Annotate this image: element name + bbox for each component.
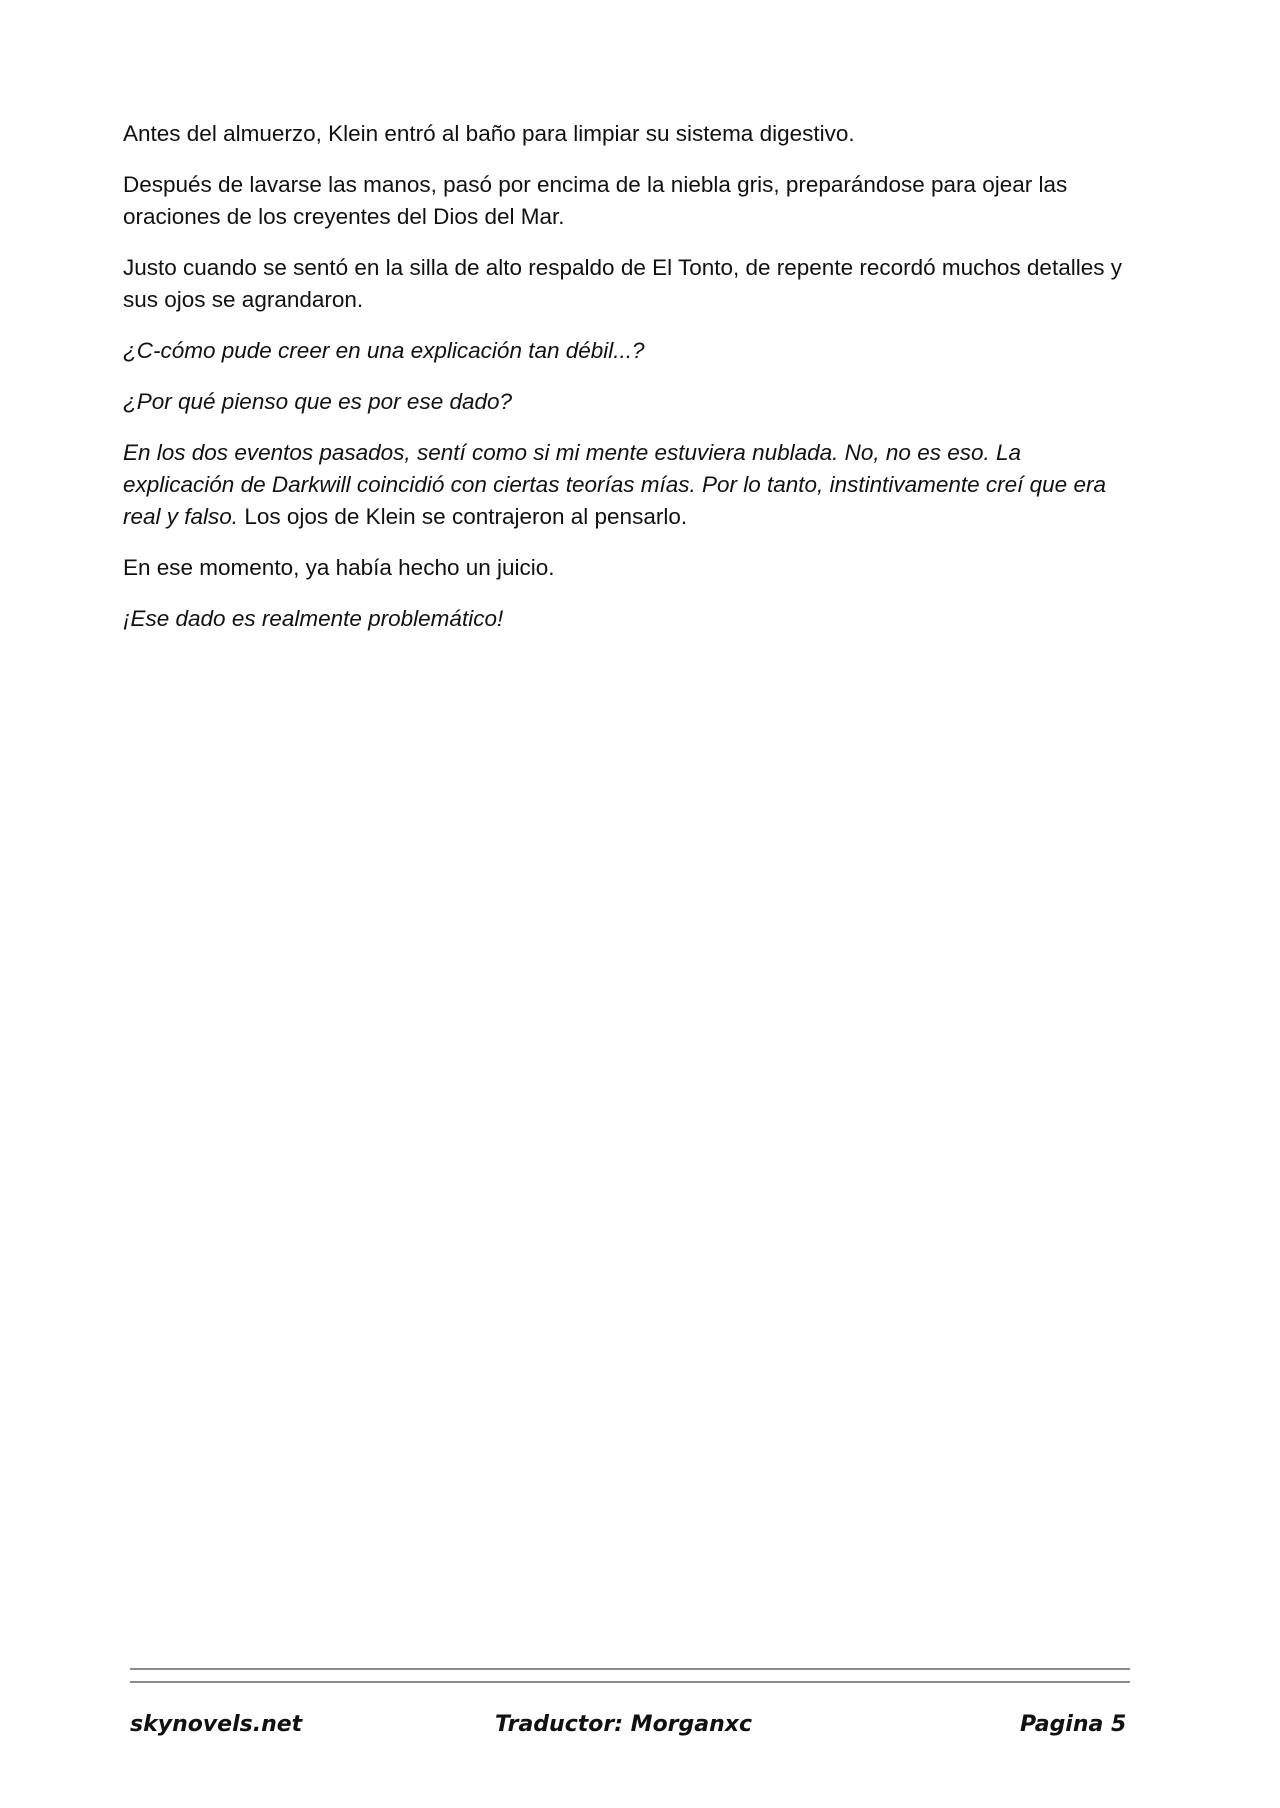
paragraph-4	[123, 335, 1133, 367]
paragraph-text: Después de lavarse las manos, pasó por encima de la niebla gris, preparándose para ojear las oraciones de los creyentes del Dios del Mar.	[123, 172, 1068, 229]
footer-divider-top	[130, 1668, 1130, 1670]
page-footer	[0, 1712, 1280, 1752]
paragraph-7	[123, 552, 1133, 584]
paragraph-3	[123, 252, 1133, 316]
paragraph-8	[123, 603, 1133, 635]
footer-translator: Traductor: Morganxc	[495, 1712, 753, 1737]
paragraph-text: En ese momento, ya había hecho un juicio.	[123, 555, 555, 580]
paragraph-text-italic: ¿C-cómo pude creer en una explicación tan débil...?	[123, 338, 645, 363]
paragraph-text: Justo cuando se sentó en la silla de alto respaldo de El Tonto, de repente recordó muchos detalles y sus ojos se agrandaron.	[123, 255, 1122, 312]
paragraph-5	[123, 386, 1133, 418]
footer-site-name: skynovels.net	[130, 1712, 303, 1737]
footer-page-number: Pagina 5	[1020, 1712, 1127, 1737]
document-body	[123, 118, 1133, 654]
paragraph-6	[123, 437, 1133, 533]
paragraph-2	[123, 169, 1133, 233]
paragraph-text-italic: En los dos eventos pasados, sentí como si mi mente estuviera nublada. No, no es eso. La explicación de Darkwill coincidió con ciertas teorías mías. Por lo tanto, instintivamente creí que era real y falso.	[123, 440, 1106, 529]
paragraph-text: Los ojos de Klein se contrajeron al pensarlo.	[238, 504, 688, 529]
paragraph-text: Antes del almuerzo, Klein entró al baño para limpiar su sistema digestivo.	[123, 121, 855, 146]
footer-divider-bottom	[130, 1681, 1130, 1683]
paragraph-text-italic: ¿Por qué pienso que es por ese dado?	[123, 389, 513, 414]
paragraph-text-italic: ¡Ese dado es realmente problemático!	[123, 606, 504, 631]
paragraph-1	[123, 118, 1133, 150]
